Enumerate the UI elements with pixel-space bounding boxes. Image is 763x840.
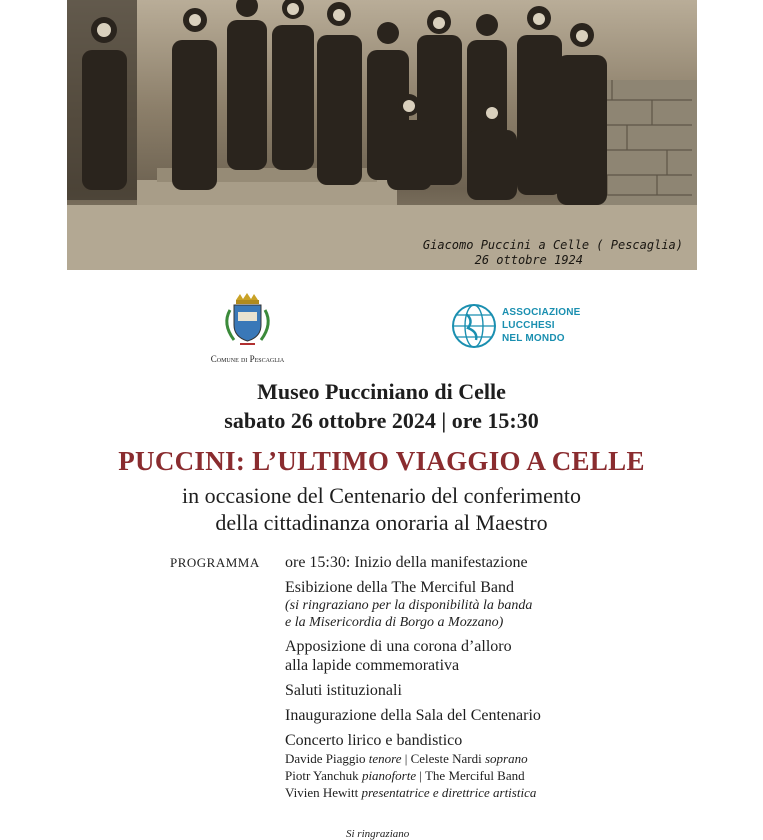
programme-item-wreath [285,637,745,675]
wreath-line1: Apposizione di una corona d’alloro [285,638,512,655]
coat-of-arms-icon [200,290,295,352]
programme-item-band [285,578,745,631]
performer-role: presentatrice e direttrice artistica [361,785,537,800]
association-name [502,306,597,345]
performer-role: pianoforte [361,768,417,783]
performer-name: The Merciful Band [424,768,525,783]
association-name-line2: LUCCHESI [502,320,555,331]
date-heading: sabato 26 ottobre 2024 | ore 15:30 [224,408,539,433]
band-thanks-line2: e la Misericordia di Borgo a Mozzano) [285,615,504,630]
performer-name: Piotr Yanchuk [285,768,359,783]
performers-line1 [285,750,745,767]
separator: | [401,751,411,766]
photo-caption [423,238,683,268]
historic-photo [67,0,697,270]
event-title: PUCCINI: L’ULTIMO VIAGGIO A CELLE [118,446,645,476]
performer-role: soprano [484,751,528,766]
programme-label: PROGRAMMA [170,555,260,570]
association-name-line1: ASSOCIAZIONE [502,307,581,318]
performer-name: Celeste Nardi [410,751,482,766]
wreath-line2: alla lapide commemorativa [285,657,460,674]
venue-heading: Museo Pucciniano di Celle [257,379,506,404]
performer-name: Davide Piaggio [285,751,366,766]
subtitle-line2: della cittadinanza onoraria al Maestro [215,510,548,535]
programme-item-start: ore 15:30: Inizio della manifestazione [285,554,528,571]
photo-scene [67,0,697,270]
programme-item-concert: Concerto lirico e bandistico [285,732,463,749]
globe-icon [450,302,498,350]
band-performance: Esibizione della The Merciful Band [285,579,514,596]
performer-role: tenore [368,751,402,766]
subtitle-line1: in occasione del Centenario del conferimento [182,483,581,508]
performer-name: Vivien Hewitt [285,785,359,800]
photo-caption-date: 26 ottobre 1924 [474,253,583,267]
programme-list [285,553,745,801]
thanks-footer: Si ringraziano [346,828,410,840]
performers-line3 [285,784,745,801]
band-thanks-line1: (si ringraziano per la disponibilità la banda [285,598,533,613]
comune-label: Comune di Pescaglia [210,354,285,364]
photo-caption-title: Giacomo Puccini a Celle ( Pescaglia) [422,238,683,252]
lucchesi-nel-mondo-logo [450,300,590,360]
programme-item-inauguration: Inaugurazione della Sala del Centenario [285,707,541,724]
performers-line2 [285,767,745,784]
separator: | [416,768,425,783]
association-name-line3: NEL MONDO [502,333,565,344]
programme-item-greetings: Saluti istituzionali [285,682,402,699]
comune-pescaglia-logo [200,290,295,368]
